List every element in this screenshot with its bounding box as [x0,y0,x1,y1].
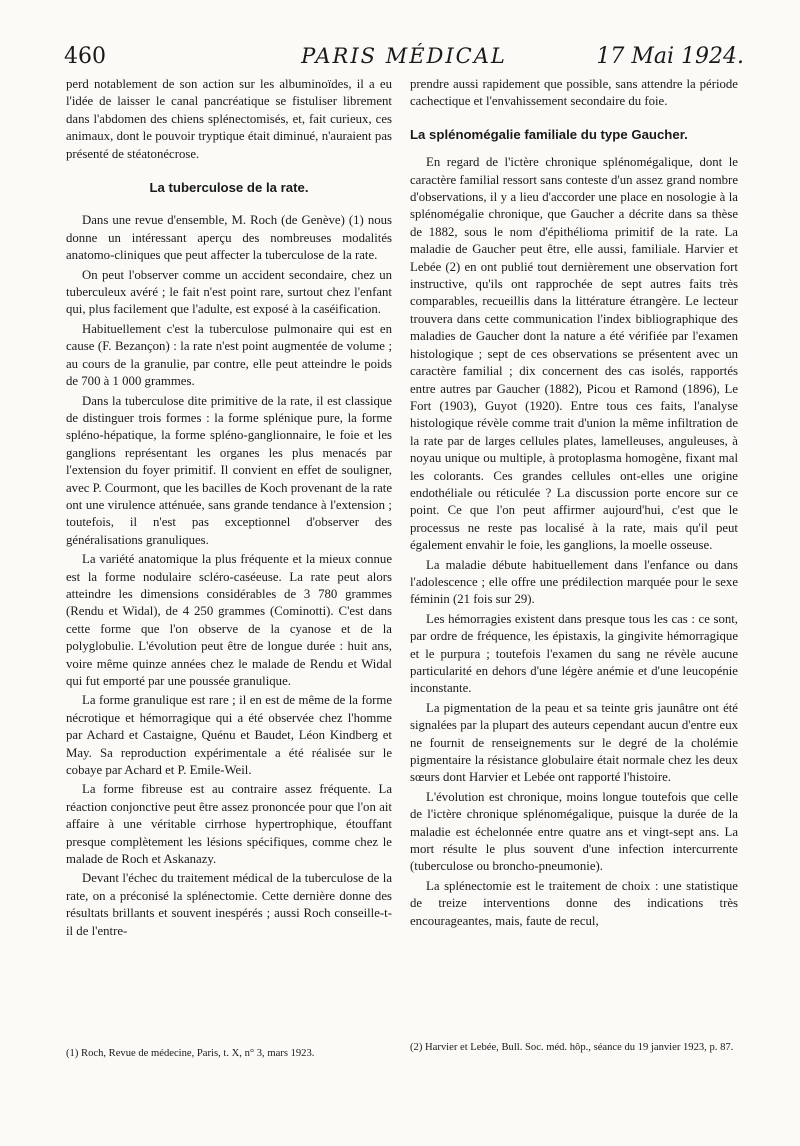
paragraph: L'évolution est chronique, moins longue toutefois que celle de l'ictère chronique splénomégalique, puisque la durée de la maladie est échelonnée entre quatre ans et vingt-sept ans. La mort résulte le plus souvent d'une infection intercurrente (tuberculose ou broncho-pneumonie). [410,789,738,874]
page-number: 460 [64,44,106,69]
section-heading: La splénomégalie familiale du type Gaucher. [410,126,688,142]
paragraph: La splénectomie est le traitement de choix : une statistique de treize interventions donne des indications très encourageantes, mais, faute de recul, [410,878,738,928]
paragraph: La pigmentation de la peau et sa teinte gris jaunâtre ont été signalées par la plupart des auteurs cependant aucun d'entre eux ne fournit de renseignements sur le degré de la cholémie pigmentaire la résistance globulaire était normale chez les deux sœurs dont Harvier et Lebée ont rapporté l'histoire. [410,700,738,785]
paragraph: Habituellement c'est la tuberculose pulmonaire qui est en cause (F. Bezançon) : la rate n'est point augmentée de volume ; au cours de la granulie, par contre, elle peut atteindre le poids de 700 à 1 000 grammes. [66,321,392,389]
footnote: (2) Harvier et Lebée, Bull. Soc. méd. hôp., séance du 19 janvier 1923, p. 87. [410,1042,734,1053]
paragraph: Dans la tuberculose dite primitive de la rate, il est classique de distinguer trois formes : la forme splénique pure, la forme spléno-hépatique, la forme spléno-ganglionnaire, le foie et les ganglions représentant les organes les plus menacés par l'extension du foyer primitif. Il convient en effet de souligner, avec P. Courmont, que les bacilles de Koch provenant de la rate ont une virulence atténuée, sans grande tendance à l'extension ; toutefois, il n'est pas exceptionnel d'observer des généralisations granuliques. [66,393,392,547]
paragraph: La forme granulique est rare ; il en est de même de la forme nécrotique et hémorragique qui a été observée chez l'homme par Achard et Castaigne, Quénu et Baudet, Léon Kindberg et May. Sa reproduction expérimentale a été réalisée sur le cobaye par Achard et P. Emile-Weil. [66,693,392,778]
running-header [64,44,744,76]
right-column [410,76,738,932]
continued-paragraph: prendre aussi rapidement que possible, sans attendre la période cachectique et l'envahissement secondaire du foie. [410,77,738,109]
paragraph: En regard de l'ictère chronique splénomégalique, dont le caractère familial ressort sans conteste d'un assez grand nombre d'observations, il y a lieu d'accorder une place en nosologie à la splénomégalie chronique, que Gaucher a décrite dans sa thèse de 1882, sous le nom d'épithélioma primitif de la rate. La maladie de Gaucher peut être, elle aussi, familiale. Harvier et Lebée (2) en ont publié tout dernièrement une observation fort instructive, qu'ils ont rapprochée de sept autres faits très comparables, recueillis dans la littérature étrangère. Le lecteur trouvera dans cette communication l'index bibliographique des maladies de Gaucher dont la nature a été vérifiée par l'examen histologique ; sept de ces observations se présentent avec un caractère familial ; dix concernent des cas isolés, rapportés entre autres par Gaucher (1882), Picou et Ramond (1896), Le Fort (1903), Guyot (1920). Entre tous ces faits, l'analyse histologique révèle comme trait d'union la même infiltration de la rate par de larges cellules plates, lamelleuses, anguleuses, à noyau unique ou multiple, à protoplasma homogène, fixant mal les colorants. Ces grandes cellules ont-elles une origine endothéliale ou réticulée ? La discussion porte encore sur ce point. Ce que l'on peut affirmer aujourd'hui, c'est que le processus ne reste pas localisé à la rate, mais qu'il peut également envahir le foie, les ganglions, la moelle osseuse. [410,155,738,553]
paragraph: La maladie débute habituellement dans l'enfance ou dans l'adolescence ; elle offre une prédilection marquée pour le sexe féminin (21 fois sur 29). [410,557,738,607]
journal-title: PARIS MÉDICAL [301,44,507,68]
paragraph: La forme fibreuse est au contraire assez fréquente. La réaction conjonctive peut être assez prononcée pour que l'on ait affaire à une véritable cirrhose hypertrophique, étouffant presque complètement les lésions spécifiques, comme chez le malade de Roch et Askanazy. [66,782,392,867]
section-heading: La tuberculose de la rate. [149,180,309,196]
paragraph: La variété anatomique la plus fréquente et la mieux connue est la forme nodulaire scléro-caséeuse. La rate peut alors atteindre les dimensions considérables de 3 780 grammes (Rendu et Widal), de 4 250 grammes (Cominotti). C'est dans cette forme que l'on observe de la cyanose et de la polyglobulie. L'évolution peut être de longue durée : huit ans, voire même quinze années chez le malade de Rendu et Widal qui fut emporté par une poussée granulique. [66,552,392,688]
footnote: (1) Roch, Revue de médecine, Paris, t. X, n° 3, mars 1923. [66,1048,315,1059]
continued-paragraph: perd notablement de son action sur les albuminoïdes, il a eu l'idée de laisser le canal pancréatique se fistuliser librement dans l'abdomen des chiens splénectomisés, et, fait curieux, ces animaux, dont le pouvoir tryptique était diminué, n'auraient pas présenté de stéatonécrose. [66,77,392,161]
issue-date: 17 Mai 1924. [596,44,744,69]
left-column [66,76,392,942]
paragraph: Dans une revue d'ensemble, M. Roch (de Genève) (1) nous donne un intéressant aperçu des nombreuses modalités anatomo-cliniques que peut affecter la tuberculose de la rate. [66,213,392,263]
paragraph: Devant l'échec du traitement médical de la tuberculose de la rate, on a préconisé la splénectomie. Cette dernière donne des résultats brillants et souvent inespérés ; aussi Roch conseille-t-il de l'entre- [66,871,392,938]
paragraph: Les hémorragies existent dans presque tous les cas : ce sont, par ordre de fréquence, les épistaxis, la gingivite hémorragique et le purpura ; toutefois l'examen du sang ne révèle aucune particularité en dehors d'une légère anémie et d'une leucopénie inconstante. [410,611,738,696]
paragraph: On peut l'observer comme un accident secondaire, chez un tuberculeux avéré ; le fait n'est point rare, surtout chez l'enfant qui, plus facilement que l'adulte, est exposé à la caséification. [66,267,392,317]
